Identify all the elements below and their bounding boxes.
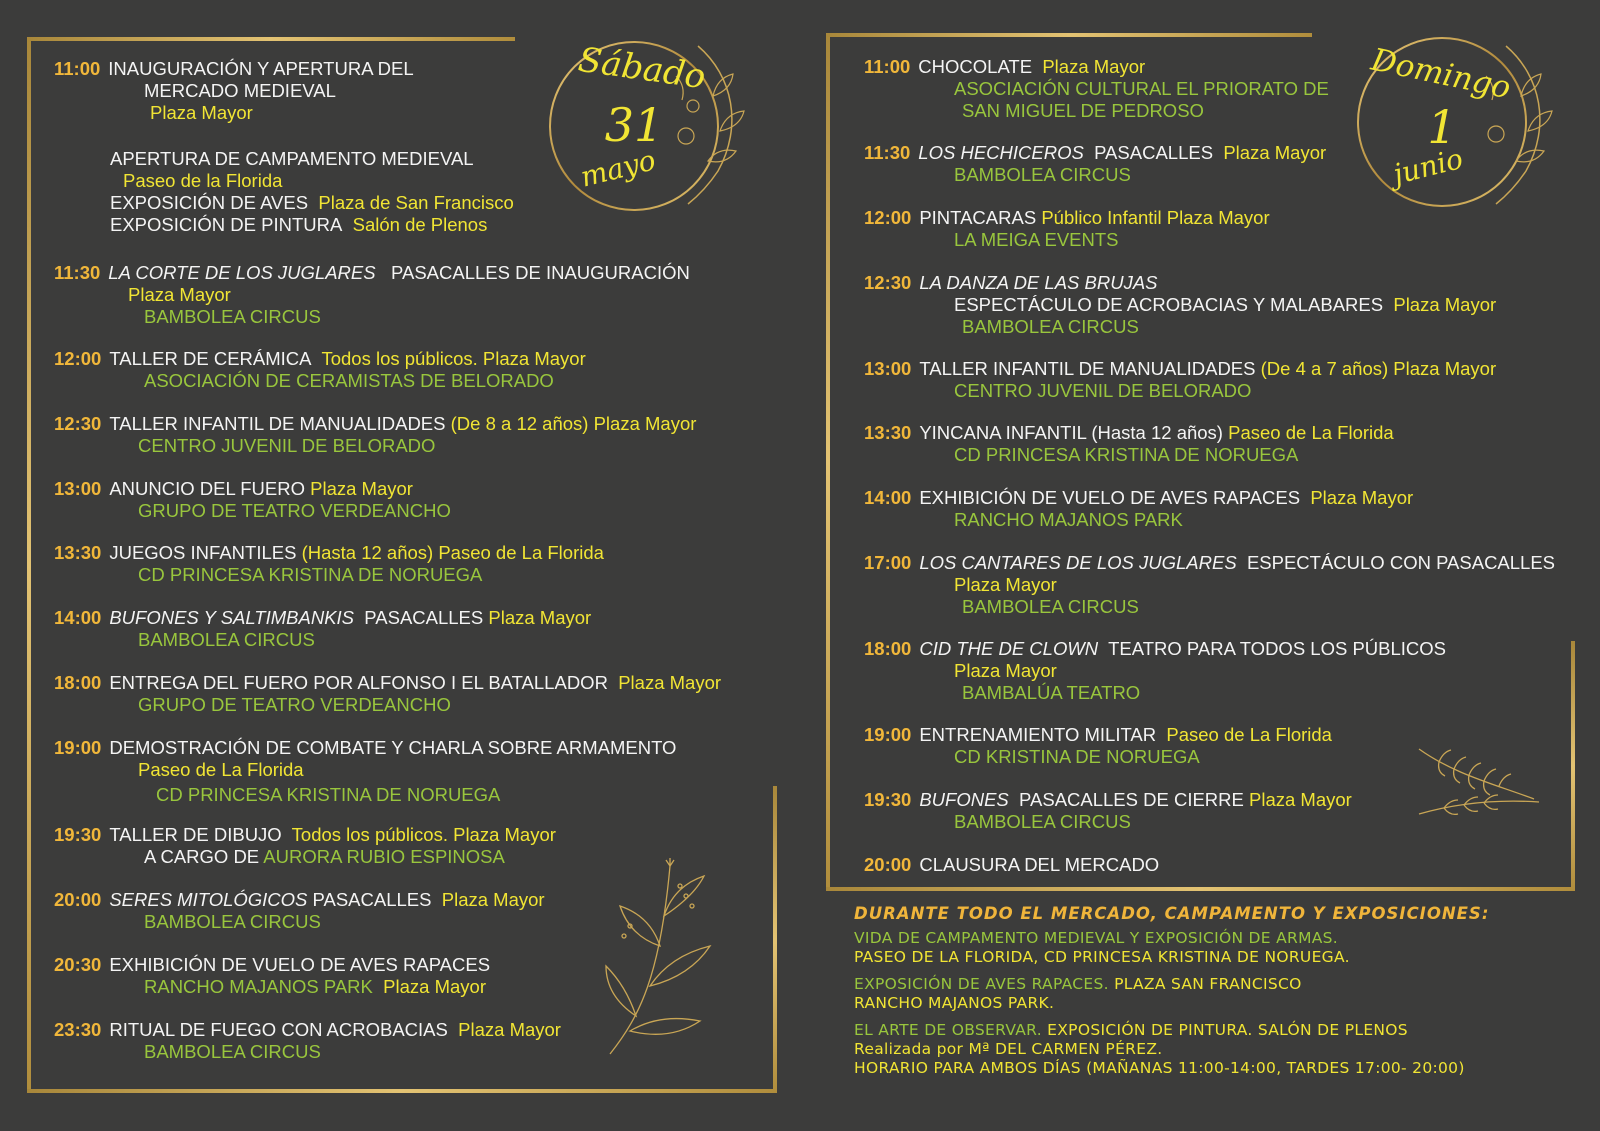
- event-time: 13:00: [864, 358, 912, 379]
- event-place: Plaza Mayor: [458, 1019, 561, 1040]
- event-org: ASOCIACIÓN DE CERAMISTAS DE BELORADO: [144, 370, 554, 391]
- event-place: Paseo de La Florida: [1166, 724, 1332, 745]
- sat-event-1200: [54, 348, 744, 392]
- sun-event-1130: [864, 142, 1544, 186]
- event-title: ENTREGA DEL FUERO POR ALFONSO I EL BATALLADOR: [109, 672, 608, 693]
- event-title: YINCANA INFANTIL (Hasta 12 años): [919, 422, 1223, 443]
- sat-event-2330: [54, 1019, 744, 1063]
- event-place: Plaza Mayor: [441, 889, 545, 910]
- event-title: TALLER DE DIBUJO: [109, 824, 282, 845]
- opening-painting-place: Salón de Plenos: [352, 214, 488, 235]
- event-org: BAMBOLEA CIRCUS: [962, 316, 1139, 337]
- event-org: AURORA RUBIO ESPINOSA: [263, 846, 505, 867]
- opening-birds-place: Plaza de San Francisco: [318, 192, 514, 213]
- event-org: RANCHO MAJANOS PARK: [954, 509, 1183, 530]
- event-place: Todos los públicos. Plaza Mayor: [321, 348, 586, 369]
- event-time: 12:00: [864, 207, 912, 228]
- event-time: 13:30: [54, 542, 102, 563]
- notes-camp-title: VIDA DE CAMPAMENTO MEDIEVAL Y EXPOSICIÓN DE ARMAS.: [854, 929, 1339, 947]
- event-title-cont: MERCADO MEDIEVAL: [144, 80, 336, 101]
- event-title-italic: CID THE DE CLOWN: [919, 638, 1099, 659]
- opening-birds: EXPOSICIÓN DE AVES: [110, 192, 309, 213]
- event-time: 11:00: [864, 56, 911, 77]
- event-time: 18:00: [864, 638, 912, 659]
- event-place: Plaza Mayor: [150, 102, 253, 123]
- event-place: Plaza Mayor: [954, 574, 1057, 595]
- event-title: CLAUSURA DEL MERCADO: [919, 854, 1160, 875]
- event-time: 12:30: [54, 413, 102, 434]
- sun-event-1200: [864, 207, 1544, 251]
- event-org: GRUPO DE TEATRO VERDEANCHO: [138, 500, 451, 521]
- notes-painting-author: Realizada por Mª DEL CARMEN PÉREZ.: [854, 1040, 1163, 1058]
- event-place: Plaza Mayor: [383, 976, 486, 997]
- event-time: 17:00: [864, 552, 912, 573]
- sat-event-1100: [54, 58, 744, 124]
- event-time: 13:00: [54, 478, 102, 499]
- event-place: Plaza Mayor: [1042, 56, 1146, 77]
- throughout-market-notes: [854, 904, 1574, 1086]
- sat-event-1300: [54, 478, 744, 522]
- sat-event-2030: [54, 954, 744, 998]
- event-org: BAMBOLEA CIRCUS: [144, 1041, 321, 1062]
- sun-event-2000: [864, 854, 1554, 876]
- event-title: PASACALLES: [1094, 142, 1214, 163]
- event-title-italic: SERES MITOLÓGICOS: [109, 889, 308, 910]
- notes-painting-hours: HORARIO PARA AMBOS DÍAS (MAÑANAS 11:00-14:00, TARDES 17:00- 20:00): [854, 1059, 1465, 1077]
- sunday-day-name: Domingo: [1368, 41, 1514, 107]
- sun-event-1930: [864, 789, 1554, 833]
- event-title: EXHIBICIÓN DE VUELO DE AVES RAPACES: [109, 954, 491, 975]
- event-org: BAMBOLEA CIRCUS: [138, 629, 315, 650]
- event-time: 11:00: [54, 58, 101, 79]
- event-title: EXHIBICIÓN DE VUELO DE AVES RAPACES: [919, 487, 1301, 508]
- event-org: ASOCIACIÓN CULTURAL EL PRIORATO DE: [954, 78, 1329, 99]
- notes-camp: [854, 929, 1574, 967]
- event-time: 20:00: [54, 889, 102, 910]
- event-org: CD PRINCESA KRISTINA DE NORUEGA: [156, 784, 501, 805]
- event-title: RITUAL DE FUEGO CON ACROBACIAS: [109, 1019, 448, 1040]
- event-title: TALLER DE CERÁMICA: [109, 348, 312, 369]
- event-title-italic: LOS CANTARES DE LOS JUGLARES: [919, 552, 1237, 573]
- sun-event-1330: [864, 422, 1554, 466]
- sunday-day-number: 1: [1427, 100, 1457, 154]
- sat-openings: [110, 148, 514, 236]
- sunday-month: junio: [1389, 141, 1467, 192]
- event-title: PASACALLES: [312, 889, 432, 910]
- event-time: 18:00: [54, 672, 102, 693]
- event-title: TALLER INFANTIL DE MANUALIDADES: [919, 358, 1256, 379]
- event-place: Plaza Mayor: [128, 284, 231, 305]
- event-org-cont: SAN MIGUEL DE PEDROSO: [962, 100, 1204, 121]
- event-org: CENTRO JUVENIL DE BELORADO: [954, 380, 1252, 401]
- event-place: Plaza Mayor: [1310, 487, 1414, 508]
- event-title-italic: BUFONES: [919, 789, 1009, 810]
- opening-camp: APERTURA DE CAMPAMENTO MEDIEVAL: [110, 148, 474, 169]
- event-time: 13:30: [864, 422, 912, 443]
- event-place: Plaza Mayor: [310, 478, 413, 499]
- event-time: 19:00: [54, 737, 102, 758]
- sat-event-1800: [54, 672, 754, 716]
- event-place: Plaza Mayor: [954, 660, 1057, 681]
- event-title-italic: LA CORTE DE LOS JUGLARES: [108, 262, 376, 283]
- event-org: BAMBOLEA CIRCUS: [954, 811, 1131, 832]
- event-title-italic: LA DANZA DE LAS BRUJAS: [919, 272, 1158, 293]
- event-title-italic: LOS HECHICEROS: [918, 142, 1084, 163]
- notes-birds-title: EXPOSICIÓN DE AVES RAPACES.: [854, 975, 1109, 993]
- sun-event-1100: [864, 56, 1544, 122]
- event-time: 12:00: [54, 348, 102, 369]
- sat-event-1930: [54, 824, 744, 868]
- event-title: ESPECTÁCULO DE ACROBACIAS Y MALABARES: [954, 294, 1384, 315]
- event-place: Paseo de La Florida: [138, 759, 304, 780]
- event-title: INAUGURACIÓN Y APERTURA DEL: [108, 58, 414, 79]
- event-title: ANUNCIO DEL FUERO: [109, 478, 305, 499]
- notes-painting-place: EXPOSICIÓN DE PINTURA. SALÓN DE PLENOS: [1047, 1021, 1408, 1039]
- opening-painting: EXPOSICIÓN DE PINTURA: [110, 214, 343, 235]
- notes-painting: [854, 1021, 1574, 1078]
- notes-heading: DURANTE TODO EL MERCADO, CAMPAMENTO Y EXPOSICIONES:: [854, 904, 1490, 923]
- event-title: TALLER INFANTIL DE MANUALIDADES: [109, 413, 446, 434]
- event-place: (De 4 a 7 años) Plaza Mayor: [1260, 358, 1497, 379]
- sat-event-1330: [54, 542, 744, 586]
- event-title: ESPECTÁCULO CON PASACALLES: [1246, 552, 1556, 573]
- sun-event-1230: [864, 272, 1554, 338]
- opening-camp-place: Paseo de la Florida: [123, 170, 283, 191]
- event-org: BAMBOLEA CIRCUS: [954, 164, 1131, 185]
- sun-event-1400: [864, 487, 1554, 531]
- event-org: GRUPO DE TEATRO VERDEANCHO: [138, 694, 451, 715]
- event-by: A CARGO DE: [144, 846, 260, 867]
- sun-event-1900: [864, 724, 1554, 768]
- event-place: Plaza Mayor: [1393, 294, 1497, 315]
- event-place: Plaza Mayor: [1249, 789, 1352, 810]
- event-org: CD KRISTINA DE NORUEGA: [954, 746, 1200, 767]
- event-place: Todos los públicos. Plaza Mayor: [291, 824, 556, 845]
- event-org: BAMBOLEA CIRCUS: [144, 306, 321, 327]
- sat-event-1900: [54, 737, 744, 806]
- event-time: 20:00: [864, 854, 912, 875]
- event-title: PASACALLES DE CIERRE: [1019, 789, 1244, 810]
- event-time: 11:30: [864, 142, 911, 163]
- event-time: 20:30: [54, 954, 102, 975]
- event-org: BAMBALÚA TEATRO: [962, 682, 1141, 703]
- sun-event-1300: [864, 358, 1554, 402]
- event-place: Plaza Mayor: [488, 607, 592, 628]
- event-title: ENTRENAMIENTO MILITAR: [919, 724, 1157, 745]
- event-org: CD PRINCESA KRISTINA DE NORUEGA: [138, 564, 483, 585]
- sat-event-2000: [54, 889, 744, 933]
- event-time: 19:00: [864, 724, 912, 745]
- event-time: 14:00: [864, 487, 912, 508]
- notes-birds: [854, 975, 1574, 1013]
- event-title: PINTACARAS: [919, 207, 1037, 228]
- event-place: Plaza Mayor: [618, 672, 722, 693]
- event-place: Público Infantil Plaza Mayor: [1041, 207, 1270, 228]
- saturday-month: mayo: [577, 143, 659, 194]
- event-place: Paseo de La Florida: [1228, 422, 1394, 443]
- notes-painting-title: EL ARTE DE OBSERVAR.: [854, 1021, 1042, 1039]
- event-time: 11:30: [54, 262, 101, 283]
- event-title: PASACALLES: [364, 607, 484, 628]
- sat-event-1400: [54, 607, 744, 651]
- event-org: RANCHO MAJANOS PARK: [144, 976, 373, 997]
- event-place: Plaza Mayor: [1223, 142, 1327, 163]
- event-org: CENTRO JUVENIL DE BELORADO: [138, 435, 436, 456]
- sun-event-1700: [864, 552, 1564, 618]
- event-org: BAMBOLEA CIRCUS: [144, 911, 321, 932]
- event-place: (Hasta 12 años) Paseo de La Florida: [301, 542, 604, 563]
- notes-camp-place: PASEO DE LA FLORIDA, CD PRINCESA KRISTINA DE NORUEGA.: [854, 948, 1350, 966]
- event-title: CHOCOLATE: [918, 56, 1033, 77]
- event-time: 19:30: [864, 789, 912, 810]
- event-org: CD PRINCESA KRISTINA DE NORUEGA: [954, 444, 1299, 465]
- event-title-italic: BUFONES Y SALTIMBANKIS: [109, 607, 355, 628]
- event-place: (De 8 a 12 años) Plaza Mayor: [450, 413, 697, 434]
- event-time: 12:30: [864, 272, 912, 293]
- event-title: PASACALLES DE INAUGURACIÓN: [391, 262, 690, 283]
- event-time: 14:00: [54, 607, 102, 628]
- saturday-day-number: 31: [604, 98, 664, 152]
- event-org: LA MEIGA EVENTS: [954, 229, 1119, 250]
- event-title: JUEGOS INFANTILES: [109, 542, 297, 563]
- event-title: TEATRO PARA TODOS LOS PÚBLICOS: [1108, 638, 1447, 659]
- notes-birds-org: RANCHO MAJANOS PARK.: [854, 994, 1055, 1012]
- sat-event-1130: [54, 262, 690, 328]
- sat-event-1230: [54, 413, 754, 457]
- event-time: 23:30: [54, 1019, 102, 1040]
- event-title: DEMOSTRACIÓN DE COMBATE Y CHARLA SOBRE ARMAMENTO: [109, 737, 677, 758]
- event-org: BAMBOLEA CIRCUS: [962, 596, 1139, 617]
- notes-birds-place: PLAZA SAN FRANCISCO: [1114, 975, 1302, 993]
- sun-event-1800: [864, 638, 1554, 704]
- event-time: 19:30: [54, 824, 102, 845]
- saturday-day-name: Sábado: [575, 39, 708, 98]
